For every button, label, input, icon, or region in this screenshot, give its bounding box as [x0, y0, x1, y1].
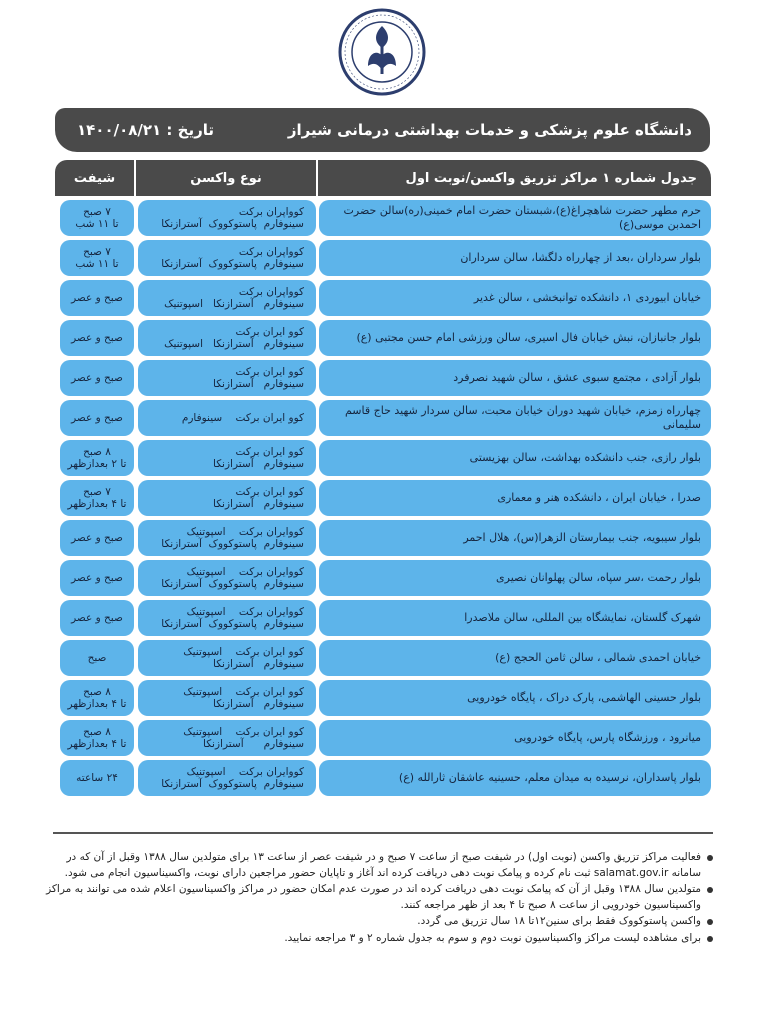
center-address-cell: بلوار حسینی الهاشمی، پارک دراک ، پایگاه خودرویی — [319, 680, 711, 716]
shift-cell: ۷ صبح تا ۴ بعدازظهر — [60, 480, 134, 516]
vaccine-type-cell — [138, 320, 316, 356]
vaccine-type-text: کوواپران برکت سینوفارم پاستوکووک آسترازنکا — [161, 206, 304, 230]
shift-cell: ۷ صبح تا ۱۱ شب — [60, 200, 134, 236]
vaccine-type-text: کوو ایران برکت سینوفارم آسترازنکا — [213, 366, 304, 390]
center-address-cell: بلوار سرداران ،بعد از چهارراه دلگشا، سالن سرداران — [319, 240, 711, 276]
table-row — [55, 478, 711, 518]
shift-cell: صبح و عصر — [60, 400, 134, 436]
center-address-cell: صدرا ، خیابان ایران ، دانشکده هنر و معماری — [319, 480, 711, 516]
table-row — [55, 758, 711, 798]
center-address-cell: شهرک گلستان، نمایشگاه بین المللی، سالن ملاصدرا — [319, 600, 711, 636]
university-seal-icon — [338, 8, 426, 96]
page-title: دانشگاه علوم پزشکی و خدمات بهداشتی درمانی شیراز — [287, 121, 692, 139]
document-date: تاریخ : ۱۴۰۰/۰۸/۲۱ — [77, 121, 214, 139]
vaccine-type-text: کوواپران برکت سینوفارم پاستوکووک آسترازنکا — [161, 246, 304, 270]
shift-cell: صبح — [60, 640, 134, 676]
center-address-cell: بلوار رازی، جنب دانشکده بهداشت، سالن بهزیستی — [319, 440, 711, 476]
vaccine-type-text: کووایران برکت اسپوتنیک سینوفارم پاستوکووک آسترازنکا — [161, 766, 304, 790]
shift-cell: ۷ صبح تا ۱۱ شب — [60, 240, 134, 276]
table-row — [55, 518, 711, 558]
notes-list — [40, 850, 713, 947]
vaccine-type-text: کووایران برکت اسپوتنیک سینوفارم پاستوکووک آسترازنکا — [161, 566, 304, 590]
vaccine-type-cell — [138, 400, 316, 436]
vaccine-type-text: کوواپران برکت سینوفارم آسترازنکا اسپوتنیک — [164, 286, 304, 310]
vaccine-type-text: کووایران برکت اسپوتنیک سینوفارم پاستوکووک آسترازنکا — [161, 606, 304, 630]
shift-cell: ۸ صبح تا ۲ بعدازظهر — [60, 440, 134, 476]
table-row — [55, 558, 711, 598]
table-caption-header: جدول شماره ۱ مراکز تزریق واکسن/نوبت اول — [318, 160, 711, 196]
shift-cell: صبح و عصر — [60, 560, 134, 596]
vaccine-type-text: کوو ایران برکت اسپوتنیک سینوفارم آسترازنکا — [183, 726, 304, 750]
table-row — [55, 678, 711, 718]
vaccine-type-text: کوو ایران برکت سینوفارم آسترازنکا اسپوتنیک — [164, 326, 304, 350]
title-bar — [55, 108, 710, 152]
vaccine-type-text: کووایران برکت اسپوتنیک سینوفارم پاستوکووک آسترازنکا — [161, 526, 304, 550]
center-address-cell: بلوار پاسداران، نرسیده به میدان معلم، حسینیه عاشقان ثارالله (ع) — [319, 760, 711, 796]
vaccine-type-cell — [138, 280, 316, 316]
vaccine-type-text: کوو ایران برکت اسپوتنیک سینوفارم آسترازنکا — [183, 686, 304, 710]
center-address-cell: بلوار سیبویه، جنب بیمارستان الزهرا(س)، هلال احمر — [319, 520, 711, 556]
shift-header: شیفت — [55, 160, 134, 196]
vaccine-type-text: کوو ایران برکت سینوفارم آسترازنکا — [213, 486, 304, 510]
shift-cell: صبح و عصر — [60, 320, 134, 356]
shift-cell: ۸ صبح تا ۴ بعدازظهر — [60, 680, 134, 716]
vaccine-type-text: کوو ایران برکت سینوفارم — [181, 412, 304, 424]
vaccine-type-cell — [138, 520, 316, 556]
divider — [53, 832, 713, 834]
table-row — [55, 638, 711, 678]
center-address-cell: خیابان ابیوردی ۱، دانشکده توانبخشی ، سالن غدیر — [319, 280, 711, 316]
table-row — [55, 438, 711, 478]
note-item: متولدین سال ۱۳۸۸ وقبل از آن که پیامک نوبت دهی دریافت کرده اند در صورت عدم امکان حضور در مراکز واکسیناسیون اعلام شده می توانند به مراکز واکسیناسیون خودرویی از ساعت ۸ صبح تا ۴ بعد از ظهر مراجعه کنند. — [40, 882, 713, 913]
university-logo — [338, 8, 426, 96]
note-item: واکسن پاستوکووک فقط برای سنین۱۲تا ۱۸ سال تزریق می گردد. — [40, 914, 713, 930]
center-address-cell: بلوار رحمت ،سر سپاه، سالن پهلوانان نصیری — [319, 560, 711, 596]
center-address-cell: خیابان احمدی شمالی ، سالن ثامن الحجج (ع) — [319, 640, 711, 676]
center-address-cell: میانرود ، ورزشگاه پارس، پایگاه خودرویی — [319, 720, 711, 756]
shift-cell: صبح و عصر — [60, 520, 134, 556]
vaccine-type-cell — [138, 720, 316, 756]
vaccination-centers-table — [55, 198, 711, 798]
vaccine-type-text: کوو ایران برکت سینوفارم آسترازنکا — [213, 446, 304, 470]
note-item: برای مشاهده لیست مراکز واکسیناسیون نوبت دوم و سوم به جدول شماره ۲ و ۳ مراجعه نمایید. — [40, 931, 713, 947]
vaccine-type-cell — [138, 360, 316, 396]
shift-cell: صبح و عصر — [60, 600, 134, 636]
vaccine-type-text: کوو ایران برکت اسپوتنیک سینوفارم آسترازنکا — [183, 646, 304, 670]
note-item: فعالیت مراکز تزریق واکسن (نوبت اول) در شیفت صبح از ساعت ۷ صبح و در شیفت عصر از ساعت ۱۳ برای متولدین سال ۱۳۸۸ وقبل از آن که در سامانه salamat.gov.ir ثبت نام کرده و پیامک نوبت دهی دریافت کرده اند آغاز و تاپایان حضور مراجعین دارای نوبت، واکسیناسیون انجام می شود. — [40, 850, 713, 881]
table-row — [55, 278, 711, 318]
shift-cell: ۲۴ ساعته — [60, 760, 134, 796]
shift-cell: صبح و عصر — [60, 280, 134, 316]
vaccine-type-cell — [138, 240, 316, 276]
table-row — [55, 358, 711, 398]
table-row — [55, 398, 711, 438]
vaccine-type-cell — [138, 480, 316, 516]
center-address-cell: چهارراه زمزم، خیابان شهید دوران خیابان محبت، سالن سردار شهید حاج قاسم سلیمانی — [319, 400, 711, 436]
table-row — [55, 198, 711, 238]
table-row — [55, 598, 711, 638]
vaccine-type-cell — [138, 600, 316, 636]
vaccine-type-cell — [138, 440, 316, 476]
vaccine-type-cell — [138, 640, 316, 676]
table-row — [55, 238, 711, 278]
shift-cell: صبح و عصر — [60, 360, 134, 396]
vaccine-type-cell — [138, 200, 316, 236]
vaccine-type-cell — [138, 560, 316, 596]
shift-cell: ۸ صبح تا ۴ بعدازظهر — [60, 720, 134, 756]
table-row — [55, 318, 711, 358]
center-address-cell: بلوار آزادی ، مجتمع سبوی عشق ، سالن شهید نصرفرد — [319, 360, 711, 396]
vaccine-type-header: نوع واکسن — [136, 160, 316, 196]
vaccine-type-cell — [138, 760, 316, 796]
table-row — [55, 718, 711, 758]
center-address-cell: حرم مطهر حضرت شاهچراغ(ع)،شبستان حضرت امام خمینی(ره)سالن حضرت احمدبن موسی(ع) — [319, 200, 711, 236]
vaccine-type-cell — [138, 680, 316, 716]
center-address-cell: بلوار جانبازان، نبش خیابان فال اسیری، سالن ورزشی امام حسن مجتبی (ع) — [319, 320, 711, 356]
